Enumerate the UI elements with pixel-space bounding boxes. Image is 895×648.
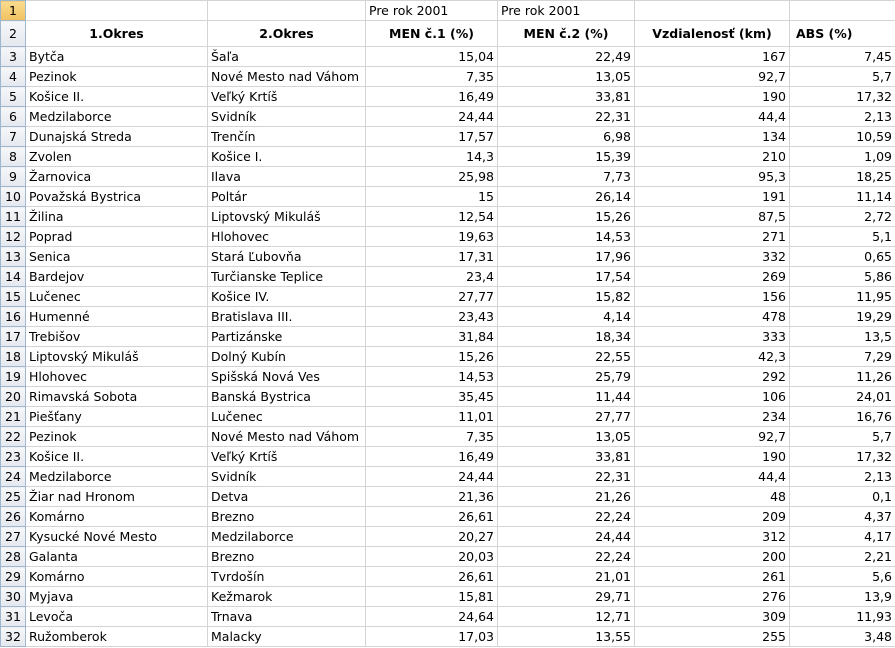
cell-men1[interactable]: 35,45 — [366, 387, 498, 407]
cell-abs[interactable]: 5,7 — [790, 67, 895, 87]
cell-okres2[interactable]: Banská Bystrica — [208, 387, 366, 407]
cell-men2[interactable]: 22,24 — [498, 507, 635, 527]
cell-men1[interactable]: 12,54 — [366, 207, 498, 227]
table-row — [1, 247, 895, 267]
cell-okres1[interactable]: Dunajská Streda — [26, 127, 208, 147]
cell-abs[interactable]: 2,13 — [790, 467, 895, 487]
cell-men2[interactable]: 17,96 — [498, 247, 635, 267]
cell-distance[interactable]: 106 — [635, 387, 790, 407]
cell-note-men2[interactable]: Pre rok 2001 — [498, 1, 635, 21]
cell-okres1[interactable]: Liptovský Mikuláš — [26, 347, 208, 367]
table-row — [1, 327, 895, 347]
cell-distance[interactable]: 255 — [635, 627, 790, 647]
cell-men2[interactable]: 21,26 — [498, 487, 635, 507]
row-header[interactable]: 1 — [1, 1, 26, 21]
cell-distance[interactable]: 309 — [635, 607, 790, 627]
table-header-row — [1, 21, 895, 47]
cell-okres2[interactable]: Hlohovec — [208, 227, 366, 247]
row-header[interactable]: 5 — [1, 87, 26, 107]
cell-men2[interactable]: 13,55 — [498, 627, 635, 647]
cell-men1[interactable]: 21,36 — [366, 487, 498, 507]
cell-okres1[interactable]: Košice II. — [26, 87, 208, 107]
cell-okres2[interactable]: Kežmarok — [208, 587, 366, 607]
table-row — [1, 207, 895, 227]
cell-men1[interactable]: 23,43 — [366, 307, 498, 327]
cell-men2[interactable]: 17,54 — [498, 267, 635, 287]
cell-abs[interactable]: 7,45 — [790, 47, 895, 67]
cell-men2[interactable]: 33,81 — [498, 87, 635, 107]
row-header[interactable]: 30 — [1, 587, 26, 607]
cell-okres1[interactable]: Levoča — [26, 607, 208, 627]
cell-note-men1[interactable]: Pre rok 2001 — [366, 1, 498, 21]
cell-abs[interactable]: 2,13 — [790, 107, 895, 127]
row-header[interactable]: 21 — [1, 407, 26, 427]
table-row — [1, 507, 895, 527]
cell-men2[interactable]: 24,44 — [498, 527, 635, 547]
cell-okres1[interactable]: Žiar nad Hronom — [26, 487, 208, 507]
column-header-okres2[interactable]: 2.Okres — [208, 21, 366, 47]
cell-abs[interactable]: 2,72 — [790, 207, 895, 227]
cell-distance[interactable]: 42,3 — [635, 347, 790, 367]
column-header-abs[interactable]: ABS (%) — [790, 21, 895, 47]
cell-okres2[interactable]: Nové Mesto nad Váhom — [208, 67, 366, 87]
table-row — [1, 467, 895, 487]
cell-men1[interactable]: 19,63 — [366, 227, 498, 247]
cell-distance[interactable]: 312 — [635, 527, 790, 547]
row-header[interactable]: 25 — [1, 487, 26, 507]
cell-abs[interactable]: 2,21 — [790, 547, 895, 567]
cell-men1[interactable]: 20,27 — [366, 527, 498, 547]
cell-distance[interactable]: 134 — [635, 127, 790, 147]
cell-distance[interactable]: 190 — [635, 447, 790, 467]
row-header[interactable]: 3 — [1, 47, 26, 67]
cell-okres2[interactable]: Liptovský Mikuláš — [208, 207, 366, 227]
cell-distance[interactable]: 190 — [635, 87, 790, 107]
table-row — [1, 67, 895, 87]
cell-men1[interactable]: 11,01 — [366, 407, 498, 427]
cell-okres1[interactable]: Senica — [26, 247, 208, 267]
cell-men2[interactable]: 4,14 — [498, 307, 635, 327]
table-row — [1, 367, 895, 387]
table-row — [1, 167, 895, 187]
cell-men1[interactable]: 16,49 — [366, 447, 498, 467]
row-header[interactable]: 4 — [1, 67, 26, 87]
cell-okres1[interactable]: Ružomberok — [26, 627, 208, 647]
cell-okres2[interactable]: Nové Mesto nad Váhom — [208, 427, 366, 447]
cell-okres1[interactable]: Humenné — [26, 307, 208, 327]
cell-abs[interactable]: 4,17 — [790, 527, 895, 547]
cell-men1[interactable]: 17,57 — [366, 127, 498, 147]
row-header[interactable]: 6 — [1, 107, 26, 127]
cell-okres2[interactable]: Svidník — [208, 467, 366, 487]
table-row — [1, 287, 895, 307]
cell-distance[interactable]: 48 — [635, 487, 790, 507]
row-header[interactable]: 9 — [1, 167, 26, 187]
cell-okres1[interactable]: Zvolen — [26, 147, 208, 167]
cell-distance[interactable]: 44,4 — [635, 467, 790, 487]
table-row — [1, 447, 895, 467]
cell-men2[interactable]: 14,53 — [498, 227, 635, 247]
row-header[interactable]: 15 — [1, 287, 26, 307]
cell-distance[interactable]: 276 — [635, 587, 790, 607]
cell-distance[interactable]: 44,4 — [635, 107, 790, 127]
row-header[interactable]: 29 — [1, 567, 26, 587]
table-body — [1, 1, 895, 647]
cell-distance[interactable]: 292 — [635, 367, 790, 387]
cell-abs[interactable]: 16,76 — [790, 407, 895, 427]
cell-distance[interactable]: 92,7 — [635, 427, 790, 447]
cell-okres1[interactable]: Hlohovec — [26, 367, 208, 387]
cell-distance[interactable]: 269 — [635, 267, 790, 287]
cell-distance[interactable]: 200 — [635, 547, 790, 567]
cell-distance[interactable]: 95,3 — [635, 167, 790, 187]
cell-men2[interactable]: 6,98 — [498, 127, 635, 147]
cell-abs[interactable]: 17,32 — [790, 87, 895, 107]
cell-okres2[interactable]: Partizánske — [208, 327, 366, 347]
cell-okres2[interactable]: Turčianske Teplice — [208, 267, 366, 287]
cell-okres1[interactable]: Žilina — [26, 207, 208, 227]
cell-okres1[interactable]: Trebišov — [26, 327, 208, 347]
cell-men1[interactable]: 14,53 — [366, 367, 498, 387]
cell-abs[interactable]: 17,32 — [790, 447, 895, 467]
column-header-distance[interactable]: Vzdialenosť (km) — [635, 21, 790, 47]
table-row — [1, 147, 895, 167]
row-header[interactable]: 27 — [1, 527, 26, 547]
cell-men2[interactable]: 27,77 — [498, 407, 635, 427]
cell-men2[interactable]: 18,34 — [498, 327, 635, 347]
table-row — [1, 127, 895, 147]
cell-men2[interactable]: 15,26 — [498, 207, 635, 227]
cell-men2[interactable]: 11,44 — [498, 387, 635, 407]
cell[interactable] — [26, 1, 208, 21]
cell-men1[interactable]: 20,03 — [366, 547, 498, 567]
cell-men1[interactable]: 26,61 — [366, 507, 498, 527]
cell-okres2[interactable]: Veľký Krtíš — [208, 87, 366, 107]
cell-abs[interactable]: 5,86 — [790, 267, 895, 287]
cell-men1[interactable]: 15,04 — [366, 47, 498, 67]
table-row — [1, 87, 895, 107]
cell-distance[interactable]: 478 — [635, 307, 790, 327]
cell-distance[interactable]: 156 — [635, 287, 790, 307]
cell-okres2[interactable]: Tvrdošín — [208, 567, 366, 587]
cell-men2[interactable]: 22,31 — [498, 467, 635, 487]
cell-okres1[interactable]: Lučenec — [26, 287, 208, 307]
cell-men1[interactable]: 15 — [366, 187, 498, 207]
row-header[interactable]: 31 — [1, 607, 26, 627]
table-row — [1, 387, 895, 407]
cell-okres2[interactable]: Brezno — [208, 547, 366, 567]
cell-distance[interactable]: 332 — [635, 247, 790, 267]
table-row — [1, 47, 895, 67]
cell-abs[interactable]: 3,48 — [790, 627, 895, 647]
cell-distance[interactable]: 167 — [635, 47, 790, 67]
row-header[interactable]: 13 — [1, 247, 26, 267]
row-header[interactable]: 23 — [1, 447, 26, 467]
row-header[interactable]: 8 — [1, 147, 26, 167]
table-row — [1, 407, 895, 427]
cell-men2[interactable]: 15,39 — [498, 147, 635, 167]
cell-okres1[interactable]: Rimavská Sobota — [26, 387, 208, 407]
cell-men1[interactable]: 24,44 — [366, 467, 498, 487]
cell-okres2[interactable]: Svidník — [208, 107, 366, 127]
cell-okres1[interactable]: Medzilaborce — [26, 467, 208, 487]
cell-men1[interactable]: 24,64 — [366, 607, 498, 627]
cell-okres2[interactable]: Veľký Krtíš — [208, 447, 366, 467]
cell-men2[interactable]: 22,24 — [498, 547, 635, 567]
cell-okres2[interactable]: Dolný Kubín — [208, 347, 366, 367]
table-row — [1, 587, 895, 607]
cell-abs[interactable]: 13,9 — [790, 587, 895, 607]
row-header[interactable]: 16 — [1, 307, 26, 327]
row-header[interactable]: 2 — [1, 21, 26, 47]
cell[interactable] — [208, 1, 366, 21]
cell-distance[interactable]: 87,5 — [635, 207, 790, 227]
row-header[interactable]: 26 — [1, 507, 26, 527]
row-header[interactable]: 17 — [1, 327, 26, 347]
row-header[interactable]: 18 — [1, 347, 26, 367]
column-header-men2[interactable]: MEN č.2 (%) — [498, 21, 635, 47]
cell-abs[interactable]: 10,59 — [790, 127, 895, 147]
cell-abs[interactable]: 4,37 — [790, 507, 895, 527]
cell-distance[interactable]: 333 — [635, 327, 790, 347]
cell-men2[interactable]: 22,31 — [498, 107, 635, 127]
table-row — [1, 347, 895, 367]
cell-abs[interactable]: 19,29 — [790, 307, 895, 327]
cell-men2[interactable]: 25,79 — [498, 367, 635, 387]
row-header[interactable]: 32 — [1, 627, 26, 647]
row-header[interactable]: 14 — [1, 267, 26, 287]
cell-abs[interactable]: 18,25 — [790, 167, 895, 187]
cell-men1[interactable]: 23,4 — [366, 267, 498, 287]
cell-abs[interactable]: 1,09 — [790, 147, 895, 167]
cell-men1[interactable]: 15,26 — [366, 347, 498, 367]
cell-men1[interactable]: 24,44 — [366, 107, 498, 127]
cell-abs[interactable]: 0,1 — [790, 487, 895, 507]
table-row — [1, 567, 895, 587]
cell-men2[interactable]: 29,71 — [498, 587, 635, 607]
cell-men1[interactable]: 7,35 — [366, 67, 498, 87]
cell-okres1[interactable]: Galanta — [26, 547, 208, 567]
row-header[interactable]: 24 — [1, 467, 26, 487]
table-row — [1, 107, 895, 127]
cell-okres2[interactable]: Poltár — [208, 187, 366, 207]
table-row — [1, 307, 895, 327]
table-row — [1, 427, 895, 447]
cell-distance[interactable]: 92,7 — [635, 67, 790, 87]
cell-okres2[interactable]: Medzilaborce — [208, 527, 366, 547]
cell-okres1[interactable]: Komárno — [26, 507, 208, 527]
cell-okres1[interactable]: Košice II. — [26, 447, 208, 467]
table-row — [1, 187, 895, 207]
cell-men1[interactable]: 26,61 — [366, 567, 498, 587]
table-row — [1, 607, 895, 627]
cell-okres2[interactable]: Šaľa — [208, 47, 366, 67]
cell-men1[interactable]: 17,31 — [366, 247, 498, 267]
cell-abs[interactable]: 5,6 — [790, 567, 895, 587]
cell-men2[interactable]: 15,82 — [498, 287, 635, 307]
table-row — [1, 627, 895, 647]
cell-abs[interactable]: 11,95 — [790, 287, 895, 307]
cell-okres2[interactable]: Trnava — [208, 607, 366, 627]
cell-okres2[interactable]: Stará Ľubovňa — [208, 247, 366, 267]
cell-distance[interactable]: 191 — [635, 187, 790, 207]
row-header[interactable]: 20 — [1, 387, 26, 407]
cell-okres1[interactable]: Žarnovica — [26, 167, 208, 187]
column-header-men1[interactable]: MEN č.1 (%) — [366, 21, 498, 47]
cell[interactable] — [635, 1, 790, 21]
row-header[interactable]: 11 — [1, 207, 26, 227]
cell-abs[interactable]: 11,93 — [790, 607, 895, 627]
cell-okres1[interactable]: Poprad — [26, 227, 208, 247]
cell-men2[interactable]: 7,73 — [498, 167, 635, 187]
cell-distance[interactable]: 261 — [635, 567, 790, 587]
column-header-okres1[interactable]: 1.Okres — [26, 21, 208, 47]
cell-men1[interactable]: 7,35 — [366, 427, 498, 447]
cell-men1[interactable]: 14,3 — [366, 147, 498, 167]
cell-okres2[interactable]: Lučenec — [208, 407, 366, 427]
cell-men2[interactable]: 21,01 — [498, 567, 635, 587]
row-header[interactable]: 22 — [1, 427, 26, 447]
cell-men2[interactable]: 26,14 — [498, 187, 635, 207]
cell-okres2[interactable]: Ilava — [208, 167, 366, 187]
cell-okres1[interactable]: Bytča — [26, 47, 208, 67]
cell-abs[interactable]: 11,26 — [790, 367, 895, 387]
table-row — [1, 527, 895, 547]
cell-okres1[interactable]: Považská Bystrica — [26, 187, 208, 207]
cell-okres2[interactable]: Spišská Nová Ves — [208, 367, 366, 387]
cell-men2[interactable]: 33,81 — [498, 447, 635, 467]
table-row — [1, 267, 895, 287]
cell-distance[interactable]: 271 — [635, 227, 790, 247]
cell-abs[interactable]: 11,14 — [790, 187, 895, 207]
cell-abs[interactable]: 5,1 — [790, 227, 895, 247]
cell-okres2[interactable]: Košice I. — [208, 147, 366, 167]
row-header[interactable]: 7 — [1, 127, 26, 147]
cell-okres1[interactable]: Bardejov — [26, 267, 208, 287]
cell-okres1[interactable]: Piešťany — [26, 407, 208, 427]
cell-okres2[interactable]: Bratislava III. — [208, 307, 366, 327]
cell[interactable] — [790, 1, 895, 21]
table-row — [1, 227, 895, 247]
cell-distance[interactable]: 209 — [635, 507, 790, 527]
cell-men1[interactable]: 31,84 — [366, 327, 498, 347]
cell-men1[interactable]: 25,98 — [366, 167, 498, 187]
cell-okres2[interactable]: Košice IV. — [208, 287, 366, 307]
cell-men2[interactable]: 13,05 — [498, 67, 635, 87]
cell-abs[interactable]: 7,29 — [790, 347, 895, 367]
cell-okres2[interactable]: Detva — [208, 487, 366, 507]
table-row — [1, 487, 895, 507]
cell-okres1[interactable]: Medzilaborce — [26, 107, 208, 127]
cell-distance[interactable]: 234 — [635, 407, 790, 427]
row-header[interactable]: 28 — [1, 547, 26, 567]
cell-men2[interactable]: 13,05 — [498, 427, 635, 447]
table-row — [1, 1, 895, 21]
cell-okres1[interactable]: Pezinok — [26, 67, 208, 87]
cell-men2[interactable]: 22,55 — [498, 347, 635, 367]
cell-men1[interactable]: 16,49 — [366, 87, 498, 107]
row-header[interactable]: 12 — [1, 227, 26, 247]
cell-men1[interactable]: 15,81 — [366, 587, 498, 607]
table-row — [1, 547, 895, 567]
cell-abs[interactable]: 0,65 — [790, 247, 895, 267]
cell-men1[interactable]: 27,77 — [366, 287, 498, 307]
cell-okres1[interactable]: Komárno — [26, 567, 208, 587]
cell-okres1[interactable]: Kysucké Nové Mesto — [26, 527, 208, 547]
cell-okres2[interactable]: Brezno — [208, 507, 366, 527]
cell-men1[interactable]: 17,03 — [366, 627, 498, 647]
cell-men2[interactable]: 12,71 — [498, 607, 635, 627]
cell-okres1[interactable]: Pezinok — [26, 427, 208, 447]
cell-abs[interactable]: 13,5 — [790, 327, 895, 347]
cell-men2[interactable]: 22,49 — [498, 47, 635, 67]
cell-distance[interactable]: 210 — [635, 147, 790, 167]
row-header[interactable]: 10 — [1, 187, 26, 207]
cell-okres1[interactable]: Myjava — [26, 587, 208, 607]
cell-abs[interactable]: 5,7 — [790, 427, 895, 447]
row-header[interactable]: 19 — [1, 367, 26, 387]
cell-okres2[interactable]: Malacky — [208, 627, 366, 647]
cell-okres2[interactable]: Trenčín — [208, 127, 366, 147]
cell-abs[interactable]: 24,01 — [790, 387, 895, 407]
